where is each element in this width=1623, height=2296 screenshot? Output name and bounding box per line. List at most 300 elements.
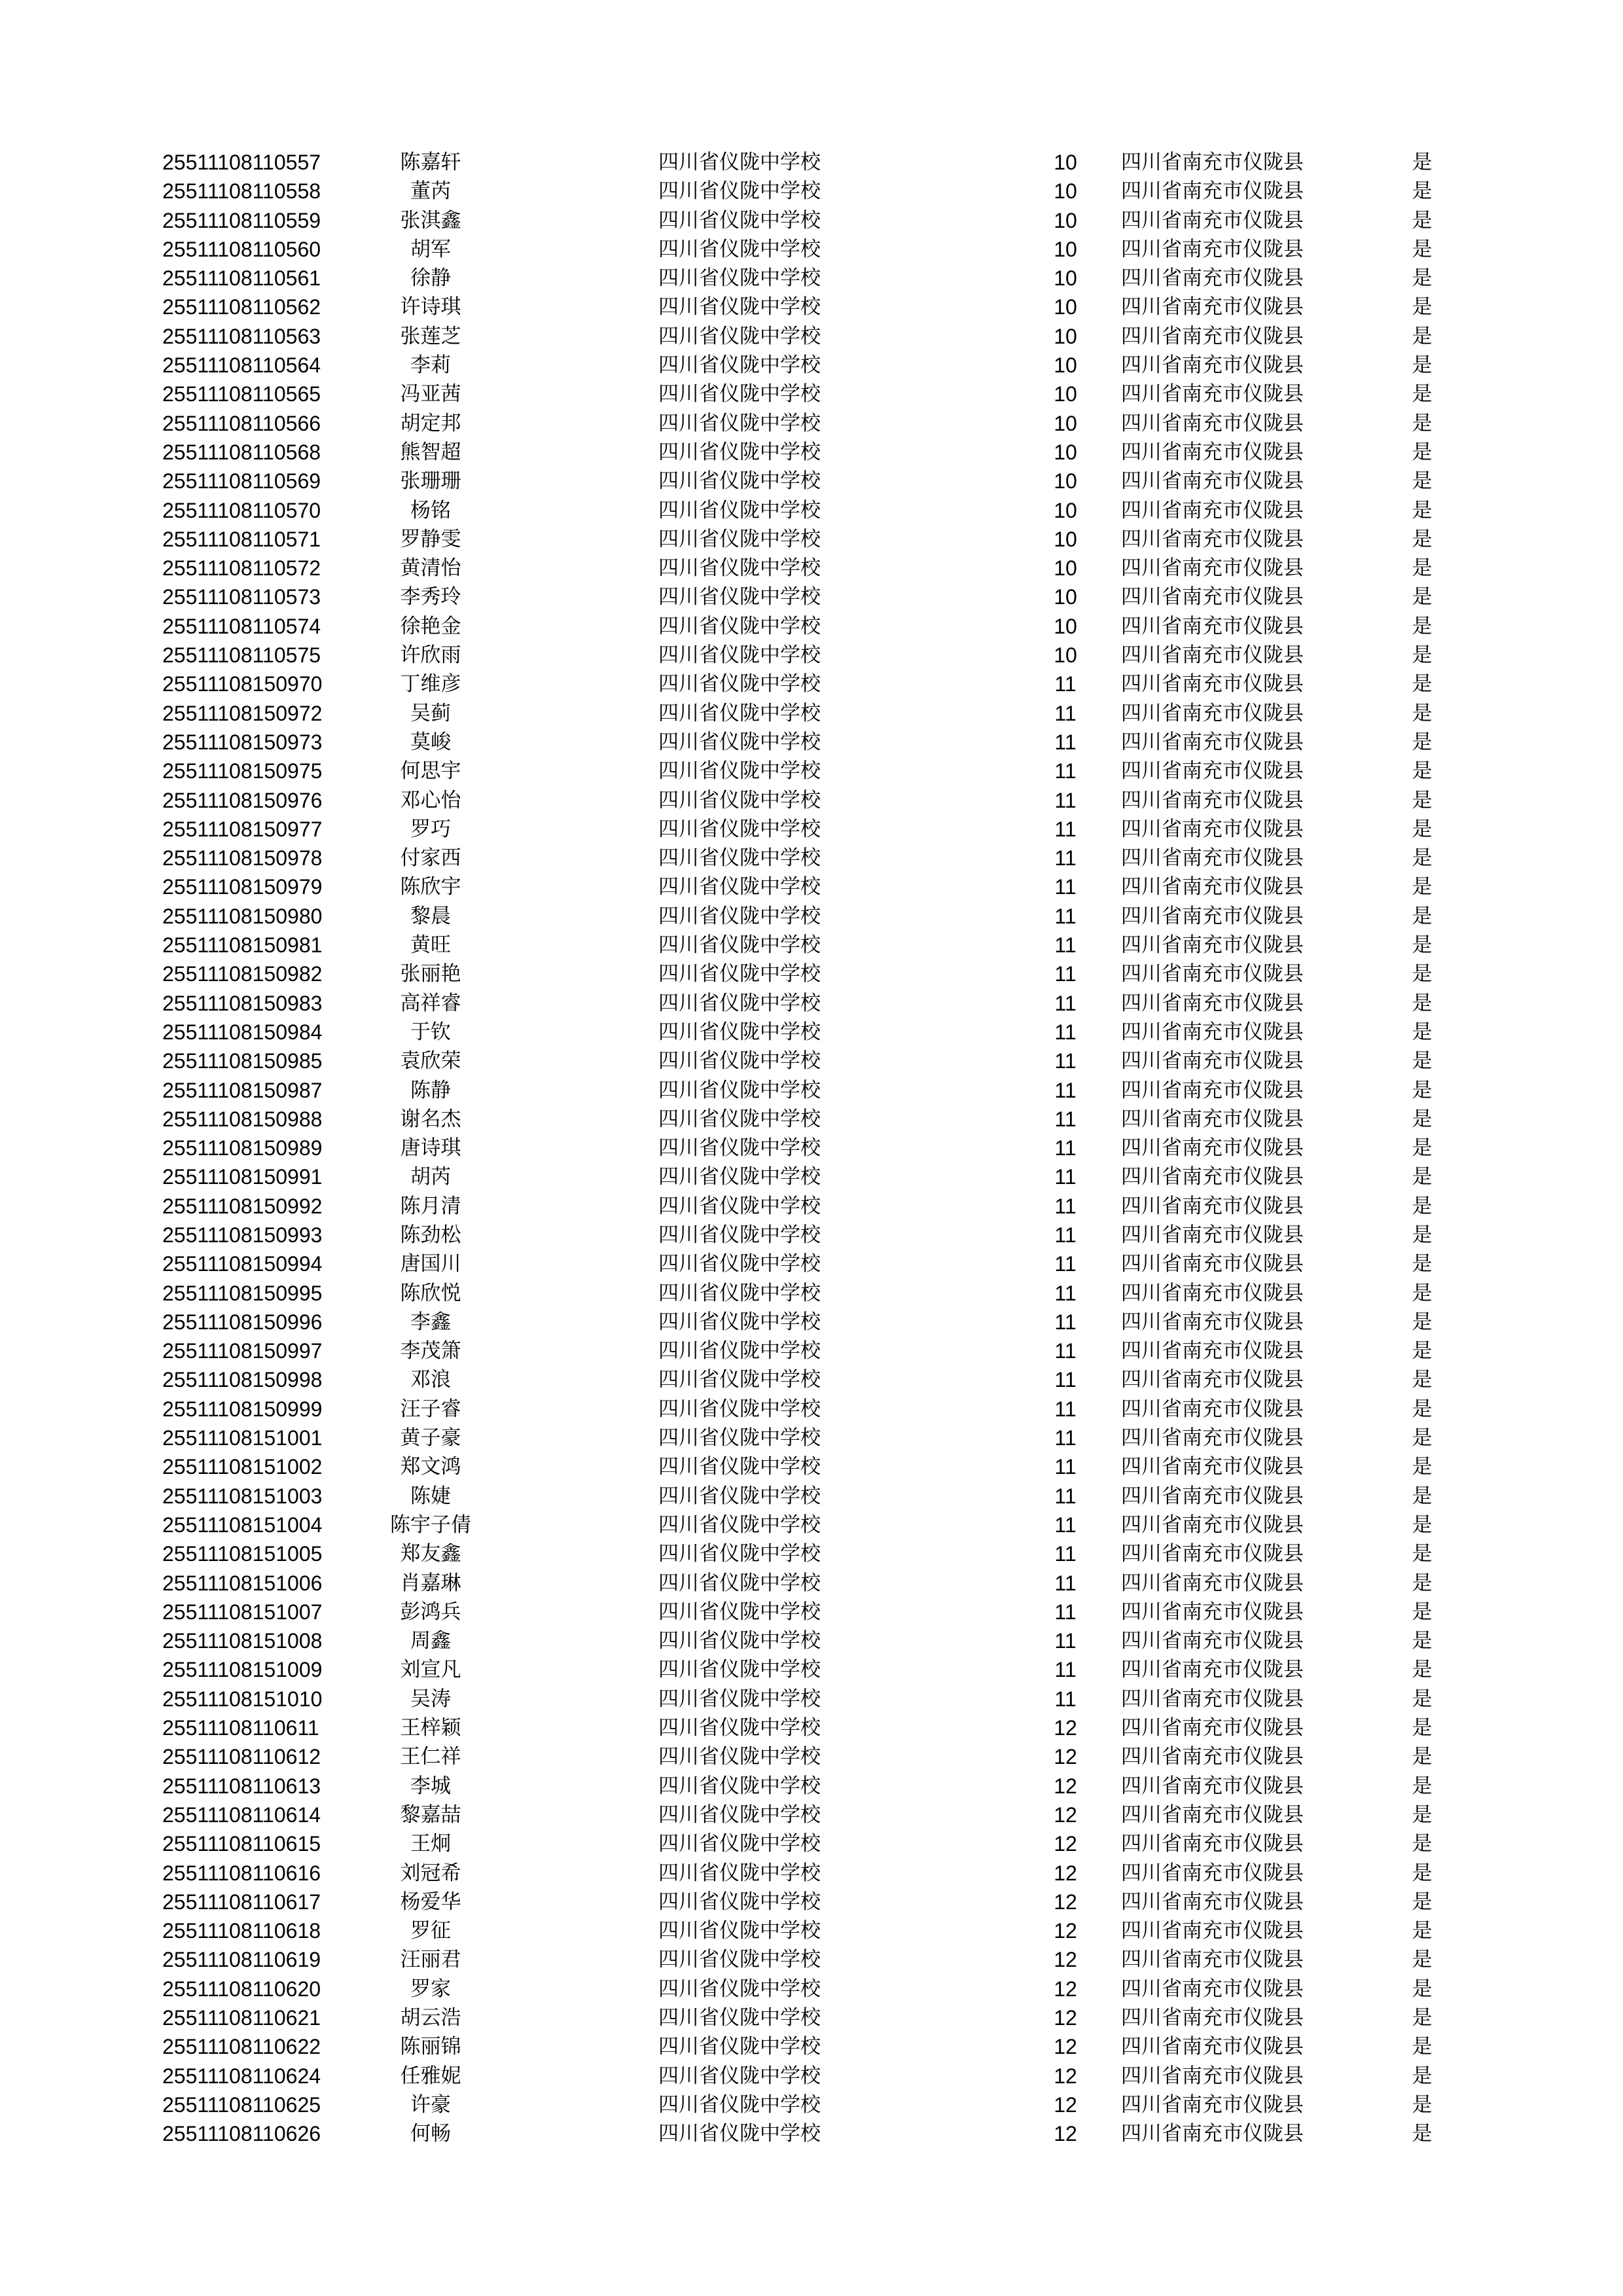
region-cell: 四川省南充市仪陇县 xyxy=(1121,1571,1304,1595)
student-id-cell: 25511108110559 xyxy=(162,208,321,232)
status-flag-cell: 是 xyxy=(1412,1890,1433,1914)
student-id-cell: 25511108150977 xyxy=(162,817,323,841)
region-cell: 四川省南充市仪陇县 xyxy=(1121,1890,1304,1914)
region-cell: 四川省南充市仪陇县 xyxy=(1121,1078,1304,1102)
status-flag-cell: 是 xyxy=(1412,2092,1433,2117)
status-flag-cell: 是 xyxy=(1412,817,1433,841)
student-name-cell: 刘冠希 xyxy=(400,1861,461,1885)
region-cell: 四川省南充市仪陇县 xyxy=(1121,1716,1304,1740)
student-name-cell: 许豪 xyxy=(410,2092,451,2117)
student-name-cell: 熊智超 xyxy=(400,440,461,464)
grade-number-cell: 10 xyxy=(1054,266,1077,291)
school-cell: 四川省仪陇中学校 xyxy=(658,1107,821,1131)
school-cell: 四川省仪陇中学校 xyxy=(658,788,821,812)
table-row xyxy=(162,1742,1471,1771)
student-id-cell: 25511108150983 xyxy=(162,991,323,1015)
student-id-cell: 25511108110564 xyxy=(162,353,321,378)
table-row xyxy=(162,293,1471,321)
grade-number-cell: 11 xyxy=(1054,672,1077,696)
status-flag-cell: 是 xyxy=(1412,1020,1433,1044)
region-cell: 四川省南充市仪陇县 xyxy=(1121,469,1304,493)
table-row xyxy=(162,1336,1471,1365)
region-cell: 四川省南充市仪陇县 xyxy=(1121,614,1304,638)
status-flag-cell: 是 xyxy=(1412,1600,1433,1624)
student-name-cell: 徐静 xyxy=(410,266,451,291)
student-id-cell: 25511108150989 xyxy=(162,1136,323,1160)
school-cell: 四川省仪陇中学校 xyxy=(658,151,821,174)
student-name-cell: 陈婕 xyxy=(410,1484,451,1508)
school-cell: 四川省仪陇中学校 xyxy=(658,1687,821,1711)
status-flag-cell: 是 xyxy=(1412,2035,1433,2059)
grade-number-cell: 11 xyxy=(1054,875,1077,899)
status-flag-cell: 是 xyxy=(1412,788,1433,812)
grade-number-cell: 11 xyxy=(1054,1629,1077,1653)
student-id-cell: 25511108151006 xyxy=(162,1571,323,1595)
grade-number-cell: 10 xyxy=(1054,469,1077,493)
region-cell: 四川省南充市仪陇县 xyxy=(1121,1281,1304,1305)
student-id-cell: 25511108110614 xyxy=(162,1803,321,1827)
status-flag-cell: 是 xyxy=(1412,614,1433,638)
status-flag-cell: 是 xyxy=(1412,1397,1433,1421)
student-id-cell: 25511108110618 xyxy=(162,1919,321,1943)
school-cell: 四川省仪陇中学校 xyxy=(658,353,821,378)
grade-number-cell: 11 xyxy=(1054,1020,1077,1044)
student-id-cell: 25511108151002 xyxy=(162,1455,323,1479)
school-cell: 四川省仪陇中学校 xyxy=(658,962,821,986)
student-name-cell: 黄清怡 xyxy=(400,556,461,581)
student-id-cell: 25511108110611 xyxy=(162,1716,319,1740)
student-name-cell: 罗静雯 xyxy=(400,527,461,551)
school-cell: 四川省仪陇中学校 xyxy=(658,237,821,261)
status-flag-cell: 是 xyxy=(1412,208,1433,232)
region-cell: 四川省南充市仪陇县 xyxy=(1121,2092,1304,2117)
school-cell: 四川省仪陇中学校 xyxy=(658,527,821,551)
grade-number-cell: 11 xyxy=(1054,1658,1077,1682)
grade-number-cell: 12 xyxy=(1054,2064,1077,2088)
table-row xyxy=(162,2090,1471,2119)
student-id-cell: 25511108150970 xyxy=(162,672,323,696)
region-cell: 四川省南充市仪陇县 xyxy=(1121,962,1304,986)
table-row xyxy=(162,148,1471,177)
grade-number-cell: 12 xyxy=(1054,2092,1077,2117)
student-name-cell: 唐诗琪 xyxy=(400,1136,461,1160)
grade-number-cell: 12 xyxy=(1054,1890,1077,1914)
student-id-cell: 25511108110570 xyxy=(162,498,321,522)
region-cell: 四川省南充市仪陇县 xyxy=(1121,266,1304,291)
school-cell: 四川省仪陇中学校 xyxy=(658,759,821,783)
table-row xyxy=(162,786,1471,815)
table-row xyxy=(162,1916,1471,1945)
student-id-cell: 25511108110561 xyxy=(162,266,321,291)
region-cell: 四川省南充市仪陇县 xyxy=(1121,179,1304,204)
student-id-cell: 25511108110566 xyxy=(162,411,321,435)
school-cell: 四川省仪陇中学校 xyxy=(658,1600,821,1624)
grade-number-cell: 10 xyxy=(1054,527,1077,551)
student-id-cell: 25511108110558 xyxy=(162,179,321,204)
student-id-cell: 25511108150982 xyxy=(162,962,323,986)
student-id-cell: 25511108110626 xyxy=(162,2122,321,2146)
school-cell: 四川省仪陇中学校 xyxy=(658,1165,821,1189)
student-name-cell: 唐国川 xyxy=(400,1252,461,1276)
grade-number-cell: 11 xyxy=(1054,1078,1077,1102)
grade-number-cell: 11 xyxy=(1054,1165,1077,1189)
student-name-cell: 王梓颖 xyxy=(400,1716,461,1740)
student-id-cell: 25511108150980 xyxy=(162,904,323,928)
student-name-cell: 许诗琪 xyxy=(400,295,461,319)
status-flag-cell: 是 xyxy=(1412,353,1433,378)
school-cell: 四川省仪陇中学校 xyxy=(658,1339,821,1363)
table-row xyxy=(162,1655,1471,1684)
student-id-cell: 25511108110568 xyxy=(162,440,321,464)
region-cell: 四川省南充市仪陇县 xyxy=(1121,1919,1304,1943)
student-name-cell: 邓心怡 xyxy=(400,788,461,812)
region-cell: 四川省南充市仪陇县 xyxy=(1121,1020,1304,1044)
region-cell: 四川省南充市仪陇县 xyxy=(1121,151,1304,174)
status-flag-cell: 是 xyxy=(1412,382,1433,406)
school-cell: 四川省仪陇中学校 xyxy=(658,1948,821,1972)
status-flag-cell: 是 xyxy=(1412,411,1433,435)
grade-number-cell: 11 xyxy=(1054,1339,1077,1363)
student-name-cell: 胡定邦 xyxy=(400,411,461,435)
student-id-cell: 25511108110575 xyxy=(162,643,321,668)
student-name-cell: 杨爱华 xyxy=(400,1890,461,1914)
grade-number-cell: 10 xyxy=(1054,382,1077,406)
table-row xyxy=(162,1365,1471,1394)
status-flag-cell: 是 xyxy=(1412,1339,1433,1363)
student-id-cell: 25511108150972 xyxy=(162,701,323,725)
school-cell: 四川省仪陇中学校 xyxy=(658,1513,821,1537)
region-cell: 四川省南充市仪陇县 xyxy=(1121,643,1304,668)
school-cell: 四川省仪陇中学校 xyxy=(658,382,821,406)
grade-number-cell: 11 xyxy=(1054,817,1077,841)
table-row xyxy=(162,699,1471,728)
school-cell: 四川省仪陇中学校 xyxy=(658,1078,821,1102)
school-cell: 四川省仪陇中学校 xyxy=(658,1455,821,1479)
table-row xyxy=(162,554,1471,583)
region-cell: 四川省南充市仪陇县 xyxy=(1121,411,1304,435)
student-id-cell: 25511108150995 xyxy=(162,1281,323,1305)
status-flag-cell: 是 xyxy=(1412,1484,1433,1508)
table-row xyxy=(162,641,1471,670)
status-flag-cell: 是 xyxy=(1412,1252,1433,1276)
student-name-cell: 谢名杰 xyxy=(400,1107,461,1131)
school-cell: 四川省仪陇中学校 xyxy=(658,1368,821,1392)
status-flag-cell: 是 xyxy=(1412,2006,1433,2030)
school-cell: 四川省仪陇中学校 xyxy=(658,2092,821,2117)
region-cell: 四川省南充市仪陇县 xyxy=(1121,1600,1304,1624)
student-id-cell: 25511108110557 xyxy=(162,151,321,174)
student-id-cell: 25511108150976 xyxy=(162,788,323,812)
region-cell: 四川省南充市仪陇县 xyxy=(1121,701,1304,725)
student-name-cell: 黎嘉喆 xyxy=(400,1803,461,1827)
table-row xyxy=(162,1482,1471,1511)
school-cell: 四川省仪陇中学校 xyxy=(658,2122,821,2146)
student-id-cell: 25511108151010 xyxy=(162,1687,323,1711)
school-cell: 四川省仪陇中学校 xyxy=(658,295,821,319)
status-flag-cell: 是 xyxy=(1412,1919,1433,1943)
status-flag-cell: 是 xyxy=(1412,701,1433,725)
student-id-cell: 25511108150988 xyxy=(162,1107,323,1131)
student-name-cell: 何思宇 xyxy=(400,759,461,783)
region-cell: 四川省南充市仪陇县 xyxy=(1121,324,1304,348)
region-cell: 四川省南充市仪陇县 xyxy=(1121,1426,1304,1450)
student-name-cell: 邓浪 xyxy=(410,1368,451,1392)
status-flag-cell: 是 xyxy=(1412,527,1433,551)
region-cell: 四川省南充市仪陇县 xyxy=(1121,353,1304,378)
table-row xyxy=(162,177,1471,206)
status-flag-cell: 是 xyxy=(1412,1745,1433,1769)
grade-number-cell: 10 xyxy=(1054,324,1077,348)
grade-number-cell: 10 xyxy=(1054,353,1077,378)
grade-number-cell: 12 xyxy=(1054,1745,1077,1769)
student-id-cell: 25511108110625 xyxy=(162,2092,321,2117)
status-flag-cell: 是 xyxy=(1412,672,1433,696)
grade-number-cell: 12 xyxy=(1054,1948,1077,1972)
school-cell: 四川省仪陇中学校 xyxy=(658,1252,821,1276)
student-name-cell: 张莲芝 xyxy=(400,324,461,348)
table-row xyxy=(162,380,1471,408)
status-flag-cell: 是 xyxy=(1412,1716,1433,1740)
grade-number-cell: 12 xyxy=(1054,1803,1077,1827)
table-row xyxy=(162,1308,1471,1336)
table-row xyxy=(162,409,1471,438)
table-row xyxy=(162,1713,1471,1742)
student-id-cell: 25511108110620 xyxy=(162,1977,321,2001)
status-flag-cell: 是 xyxy=(1412,179,1433,204)
school-cell: 四川省仪陇中学校 xyxy=(658,1745,821,1769)
table-row xyxy=(162,1888,1471,1916)
table-row xyxy=(162,1047,1471,1075)
student-name-cell: 周鑫 xyxy=(410,1629,451,1653)
school-cell: 四川省仪陇中学校 xyxy=(658,730,821,754)
status-flag-cell: 是 xyxy=(1412,1165,1433,1189)
grade-number-cell: 11 xyxy=(1054,1252,1077,1276)
grade-number-cell: 11 xyxy=(1054,1571,1077,1595)
region-cell: 四川省南充市仪陇县 xyxy=(1121,933,1304,958)
status-flag-cell: 是 xyxy=(1412,1194,1433,1218)
student-id-cell: 25511108150975 xyxy=(162,759,323,783)
student-name-cell: 李秀玲 xyxy=(400,585,461,609)
table-row xyxy=(162,1829,1471,1858)
student-id-cell: 25511108150984 xyxy=(162,1020,323,1044)
grade-number-cell: 10 xyxy=(1054,556,1077,581)
table-row xyxy=(162,902,1471,931)
school-cell: 四川省仪陇中学校 xyxy=(658,1977,821,2001)
region-cell: 四川省南充市仪陇县 xyxy=(1121,527,1304,551)
student-name-cell: 付家西 xyxy=(400,846,461,870)
table-row xyxy=(162,2032,1471,2061)
grade-number-cell: 12 xyxy=(1054,1861,1077,1885)
grade-number-cell: 11 xyxy=(1054,1368,1077,1392)
student-id-cell: 25511108150991 xyxy=(162,1165,323,1189)
region-cell: 四川省南充市仪陇县 xyxy=(1121,1832,1304,1856)
grade-number-cell: 12 xyxy=(1054,2122,1077,2146)
school-cell: 四川省仪陇中学校 xyxy=(658,933,821,958)
table-row xyxy=(162,612,1471,641)
status-flag-cell: 是 xyxy=(1412,1426,1433,1450)
student-name-cell: 张丽艳 xyxy=(400,962,461,986)
region-cell: 四川省南充市仪陇县 xyxy=(1121,2006,1304,2030)
region-cell: 四川省南充市仪陇县 xyxy=(1121,1339,1304,1363)
student-id-cell: 25511108150994 xyxy=(162,1252,323,1276)
table-row xyxy=(162,583,1471,611)
school-cell: 四川省仪陇中学校 xyxy=(658,266,821,291)
grade-number-cell: 11 xyxy=(1054,991,1077,1015)
table-row xyxy=(162,1134,1471,1162)
student-name-cell: 陈宇子倩 xyxy=(390,1513,471,1537)
region-cell: 四川省南充市仪陇县 xyxy=(1121,1136,1304,1160)
school-cell: 四川省仪陇中学校 xyxy=(658,817,821,841)
table-row xyxy=(162,757,1471,785)
student-name-cell: 丁维彦 xyxy=(400,672,461,696)
table-row xyxy=(162,1221,1471,1249)
school-cell: 四川省仪陇中学校 xyxy=(658,1542,821,1566)
student-id-cell: 25511108150993 xyxy=(162,1223,323,1247)
table-row xyxy=(162,728,1471,757)
region-cell: 四川省南充市仪陇县 xyxy=(1121,788,1304,812)
student-name-cell: 李莉 xyxy=(410,353,451,378)
region-cell: 四川省南充市仪陇县 xyxy=(1121,208,1304,232)
student-id-cell: 25511108110571 xyxy=(162,527,321,551)
status-flag-cell: 是 xyxy=(1412,295,1433,319)
region-cell: 四川省南充市仪陇县 xyxy=(1121,759,1304,783)
grade-number-cell: 11 xyxy=(1054,1310,1077,1334)
school-cell: 四川省仪陇中学校 xyxy=(658,1890,821,1914)
status-flag-cell: 是 xyxy=(1412,1832,1433,1856)
region-cell: 四川省南充市仪陇县 xyxy=(1121,730,1304,754)
student-name-cell: 陈欣悦 xyxy=(400,1281,461,1305)
student-name-cell: 刘宣凡 xyxy=(400,1658,461,1682)
school-cell: 四川省仪陇中学校 xyxy=(658,846,821,870)
grade-number-cell: 11 xyxy=(1054,730,1077,754)
region-cell: 四川省南充市仪陇县 xyxy=(1121,1861,1304,1885)
status-flag-cell: 是 xyxy=(1412,1049,1433,1073)
grade-number-cell: 12 xyxy=(1054,2006,1077,2030)
school-cell: 四川省仪陇中学校 xyxy=(658,1020,821,1044)
table-row xyxy=(162,351,1471,380)
status-flag-cell: 是 xyxy=(1412,904,1433,928)
status-flag-cell: 是 xyxy=(1412,1948,1433,1972)
grade-number-cell: 11 xyxy=(1054,1542,1077,1566)
student-name-cell: 陈丽锦 xyxy=(400,2035,461,2059)
student-name-cell: 张珊珊 xyxy=(400,469,461,493)
region-cell: 四川省南充市仪陇县 xyxy=(1121,1948,1304,1972)
status-flag-cell: 是 xyxy=(1412,498,1433,522)
table-row xyxy=(162,960,1471,988)
grade-number-cell: 11 xyxy=(1054,788,1077,812)
school-cell: 四川省仪陇中学校 xyxy=(658,1426,821,1450)
grade-number-cell: 10 xyxy=(1054,643,1077,668)
school-cell: 四川省仪陇中学校 xyxy=(658,1281,821,1305)
status-flag-cell: 是 xyxy=(1412,1513,1433,1537)
table-row xyxy=(162,931,1471,960)
grade-number-cell: 10 xyxy=(1054,585,1077,609)
table-row xyxy=(162,1945,1471,1974)
status-flag-cell: 是 xyxy=(1412,730,1433,754)
student-id-cell: 25511108151007 xyxy=(162,1600,323,1624)
table-row xyxy=(162,496,1471,525)
grade-number-cell: 11 xyxy=(1054,1281,1077,1305)
grade-number-cell: 11 xyxy=(1054,1513,1077,1537)
student-name-cell: 陈月清 xyxy=(400,1194,461,1218)
status-flag-cell: 是 xyxy=(1412,875,1433,899)
status-flag-cell: 是 xyxy=(1412,556,1433,581)
school-cell: 四川省仪陇中学校 xyxy=(658,324,821,348)
table-row xyxy=(162,1859,1471,1888)
table-row xyxy=(162,206,1471,235)
student-name-cell: 高祥睿 xyxy=(400,991,461,1015)
student-id-cell: 25511108110573 xyxy=(162,585,321,609)
student-name-cell: 李茂箫 xyxy=(400,1339,461,1363)
student-id-cell: 25511108151009 xyxy=(162,1658,323,1682)
student-list-table xyxy=(162,148,1471,2148)
grade-number-cell: 11 xyxy=(1054,1194,1077,1218)
school-cell: 四川省仪陇中学校 xyxy=(658,498,821,522)
status-flag-cell: 是 xyxy=(1412,1571,1433,1595)
student-id-cell: 25511108150979 xyxy=(162,875,323,899)
school-cell: 四川省仪陇中学校 xyxy=(658,1919,821,1943)
status-flag-cell: 是 xyxy=(1412,991,1433,1015)
table-row xyxy=(162,1162,1471,1191)
table-row xyxy=(162,1626,1471,1655)
grade-number-cell: 10 xyxy=(1054,440,1077,464)
student-name-cell: 吴蓟 xyxy=(410,701,451,725)
region-cell: 四川省南充市仪陇县 xyxy=(1121,1310,1304,1334)
student-id-cell: 25511108151008 xyxy=(162,1629,323,1653)
region-cell: 四川省南充市仪陇县 xyxy=(1121,2035,1304,2059)
student-name-cell: 张淇鑫 xyxy=(400,208,461,232)
region-cell: 四川省南充市仪陇县 xyxy=(1121,556,1304,581)
status-flag-cell: 是 xyxy=(1412,1281,1433,1305)
region-cell: 四川省南充市仪陇县 xyxy=(1121,1165,1304,1189)
student-id-cell: 25511108150999 xyxy=(162,1397,323,1421)
student-name-cell: 董芮 xyxy=(410,179,451,204)
table-row xyxy=(162,1539,1471,1568)
school-cell: 四川省仪陇中学校 xyxy=(658,1716,821,1740)
grade-number-cell: 11 xyxy=(1054,1049,1077,1073)
student-id-cell: 25511108110616 xyxy=(162,1861,321,1885)
region-cell: 四川省南充市仪陇县 xyxy=(1121,1252,1304,1276)
student-id-cell: 25511108150985 xyxy=(162,1049,323,1073)
grade-number-cell: 11 xyxy=(1054,904,1077,928)
school-cell: 四川省仪陇中学校 xyxy=(658,1658,821,1682)
region-cell: 四川省南充市仪陇县 xyxy=(1121,585,1304,609)
grade-number-cell: 12 xyxy=(1054,1919,1077,1943)
status-flag-cell: 是 xyxy=(1412,1368,1433,1392)
region-cell: 四川省南充市仪陇县 xyxy=(1121,440,1304,464)
region-cell: 四川省南充市仪陇县 xyxy=(1121,904,1304,928)
student-name-cell: 黄旺 xyxy=(410,933,451,958)
school-cell: 四川省仪陇中学校 xyxy=(658,643,821,668)
region-cell: 四川省南充市仪陇县 xyxy=(1121,991,1304,1015)
region-cell: 四川省南充市仪陇县 xyxy=(1121,1194,1304,1218)
student-id-cell: 25511108110619 xyxy=(162,1948,321,1972)
student-name-cell: 彭鸿兵 xyxy=(400,1600,461,1624)
table-row xyxy=(162,2062,1471,2090)
school-cell: 四川省仪陇中学校 xyxy=(658,614,821,638)
student-id-cell: 25511108151001 xyxy=(162,1426,323,1450)
student-name-cell: 陈静 xyxy=(410,1078,451,1102)
table-row xyxy=(162,1076,1471,1105)
grade-number-cell: 12 xyxy=(1054,1716,1077,1740)
status-flag-cell: 是 xyxy=(1412,1629,1433,1653)
student-id-cell: 25511108150992 xyxy=(162,1194,323,1218)
table-row xyxy=(162,1452,1471,1481)
region-cell: 四川省南充市仪陇县 xyxy=(1121,672,1304,696)
school-cell: 四川省仪陇中学校 xyxy=(658,440,821,464)
school-cell: 四川省仪陇中学校 xyxy=(658,1803,821,1827)
table-row xyxy=(162,2119,1471,2148)
